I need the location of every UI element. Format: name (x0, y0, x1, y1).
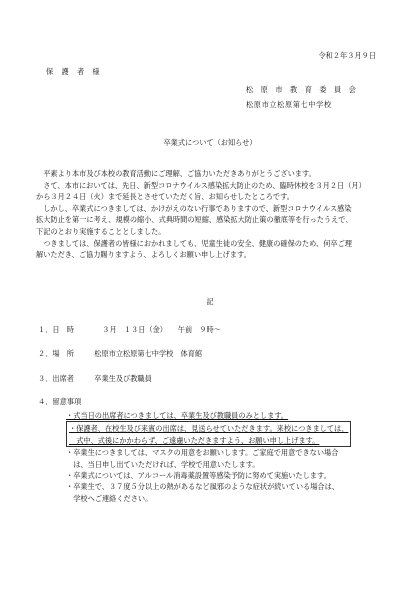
item-value: 松原市立松原第七中学校 体育館 (94, 349, 203, 358)
body-line: しかし、卒業式につきましては、かけがえのない行事でありますので、新型コロナウイルス感染 (36, 203, 352, 213)
item-place (38, 350, 202, 357)
issuer-board-of-education: 松 原 市 教 育 委 員 会 (246, 85, 359, 94)
item-label: ２．場 所 (38, 349, 74, 358)
body-text (36, 168, 386, 261)
item-label: ３．出席者 (38, 374, 74, 383)
note-line: ・卒業式については、アルコール消毒薬設置等感染予防に努めて実施いたします。 (66, 471, 331, 481)
recipient: 保 護 者 様 (46, 67, 103, 76)
item-value: ３月 １３日（金） 午前 ９時～ (102, 325, 221, 334)
body-line: つきましては、保護者の皆様におかれましても、児童生徒の安全、健康の確保のため、何卒ご理 (36, 238, 352, 248)
body-line: から３月２４日（火）まで延長とさせていただく旨、お知らせしたところです。 (36, 192, 294, 202)
note-line: は、当日申し出ていただければ、学校で用意いたします。 (66, 459, 260, 469)
note-boxed (66, 421, 351, 447)
body-line: 平素より本市及び本校の教育活動にご理解、ご協力いただきありがとうございます。 (36, 169, 316, 178)
issuer-school: 松原市立松原第七中学校 (246, 100, 332, 109)
note-line: ・卒業生で、３７度５分以上の熱があるなど風邪のような症状が続いている場合は、 (66, 482, 339, 492)
body-line: 拡大防止を第一に考え、規模の縮小、式典時間の短縮、感染拡大防止策の徹底等を行ったうえで、 (36, 215, 353, 225)
note-line: 学校へご連絡ください。 (66, 493, 153, 503)
item-value: 卒業生及び教職員 (94, 374, 152, 383)
ki-heading: 記 (206, 297, 214, 306)
item-label: １．日 時 (38, 325, 74, 334)
note-line: ・保護者、在校生及び来賓の出席は、見送らせていただきます。来校につきましては、 (69, 424, 349, 434)
document-title: 卒業式について（お知らせ） (163, 138, 257, 147)
item-attendees (38, 375, 152, 382)
body-line: 下記のとおり実施することとしました。 (36, 226, 166, 236)
body-line: さて、本市においては、先日、新型コロナウイルス感染拡大防止のため、臨時休校を３月２日（月） (36, 180, 366, 190)
note-line: ・式当日の出席者につきましては、卒業生及び教職員のみとします。 (66, 411, 289, 420)
item-label: ４．留意事項 (38, 397, 82, 406)
note-line: ・卒業生につきましては、マスクの用意をお願いします。ご家庭で用意できない場合 (66, 448, 339, 458)
item-notes-heading (38, 398, 81, 405)
note-line: 式中、式後にかかわらず、ご遠慮いただきますよう、お願い申し上げます。 (69, 435, 320, 445)
notes-list (66, 410, 351, 504)
item-datetime (38, 326, 221, 333)
body-line: 解いただき、ご協力賜りますよう、よろしくお願い申し上げます。 (36, 250, 251, 260)
document-date: 令和２年３月９日 (318, 51, 376, 60)
